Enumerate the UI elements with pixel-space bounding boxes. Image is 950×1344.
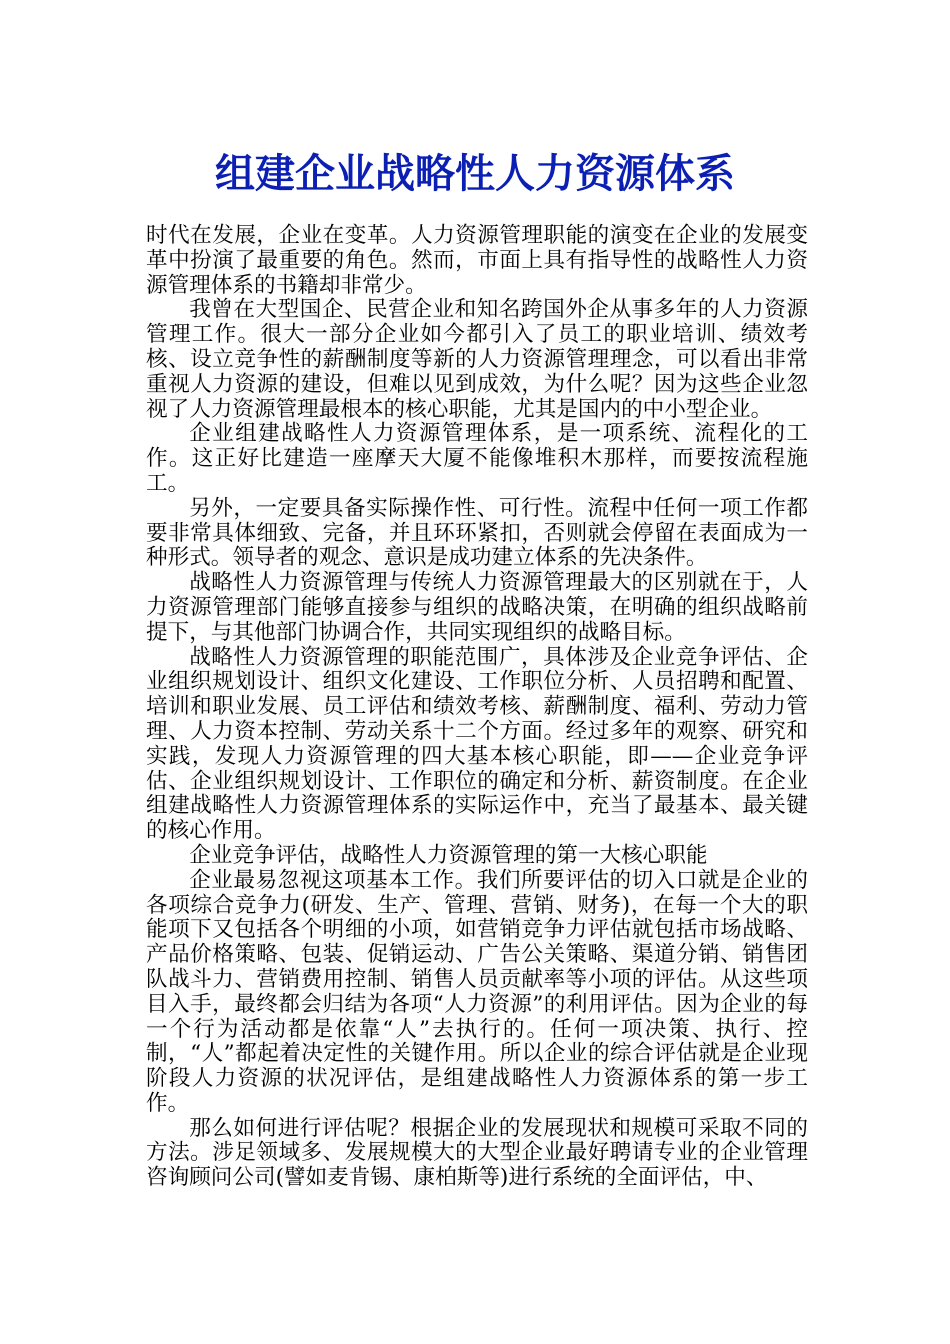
paragraph: 另外，一定要具备实际操作性、可行性。流程中任何一项工作都要非常具体细致、完备，并且环环紧扣，否则就会停留在表面成为一种形式。领导者的观念、意识是成功建立体系的先决条件。 [146, 495, 808, 571]
page-title: 组建企业战略性人力资源体系 [215, 150, 735, 197]
paragraph: 时代在发展，企业在变革。人力资源管理职能的演变在企业的发展变革中扮演了最重要的角色。然而，市面上具有指导性的战略性人力资源管理体系的书籍却非常少。 [146, 223, 808, 298]
paragraph: 我曾在大型国企、民营企业和知名跨国外企从事多年的人力资源管理工作。很大一部分企业如今都引入了员工的职业培训、绩效考核、设立竞争性的薪酬制度等新的人力资源管理理念，可以看出非常重视人力资源的建设，但难以见到成效，为什么呢？因为这些企业忽视了人力资源管理最根本的核心职能，尤其是国内的中小型企业。 [146, 297, 808, 422]
document-body [146, 224, 808, 1191]
paragraph: 企业组建战略性人力资源管理体系，是一项系统、流程化的工作。这正好比建造一座摩天大厦不能像堆积木那样，而要按流程施工。 [146, 421, 808, 496]
paragraph: 战略性人力资源管理的职能范围广，具体涉及企业竞争评估、企业组织规划设计、组织文化建设、工作职位分析、人员招聘和配置、培训和职业发展、员工评估和绩效考核、薪酬制度、福利、劳动力管理、人力资本控制、劳动关系十二个方面。经过多年的观察、研究和实践，发现人力资源管理的四大基本核心职能，即——企业竞争评估、企业组织规划设计、工作职位的确定和分析、薪资制度。在企业组建战略性人力资源管理体系的实际运作中，充当了最基本、最关键的核心作用。 [146, 644, 808, 844]
paragraph: 企业竞争评估，战略性人力资源管理的第一大核心职能 [189, 842, 708, 868]
paragraph: 战略性人力资源管理与传统人力资源管理最大的区别就在于，人力资源管理部门能够直接参与组织的战略决策，在明确的组织战略前提下，与其他部门协调合作，共同实现组织的战略目标。 [146, 570, 808, 645]
paragraph: 那么如何进行评估呢？根据企业的发展现状和规模可采取不同的方法。涉足领域多、发展规模大的大型企业最好聘请专业的企业管理咨询顾问公司(譬如麦肯锡、康柏斯等)进行系统的全面评估，中、 [146, 1115, 808, 1191]
paragraph: 企业最易忽视这项基本工作。我们所要评估的切入口就是企业的各项综合竞争力(研发、生产、管理、营销、财务)，在每一个大的职能项下又包括各个明细的小项，如营销竞争力评估就包括市场战略、产品价格策略、包装、促销运动、广告公关策略、渠道分销、销售团队战斗力、营销费用控制、销售人员贡献率等小项的评估。从这些项目入手，最终都会归结为各项“人力资源”的利用评估。因为企业的每一个行为活动都是依靠“人”去执行的。任何一项决策、执行、控制，“人”都起着决定性的关键作用。所以企业的综合评估就是企业现阶段人力资源的状况评估，是组建战略性人力资源体系的第一步工作。 [146, 867, 808, 1116]
